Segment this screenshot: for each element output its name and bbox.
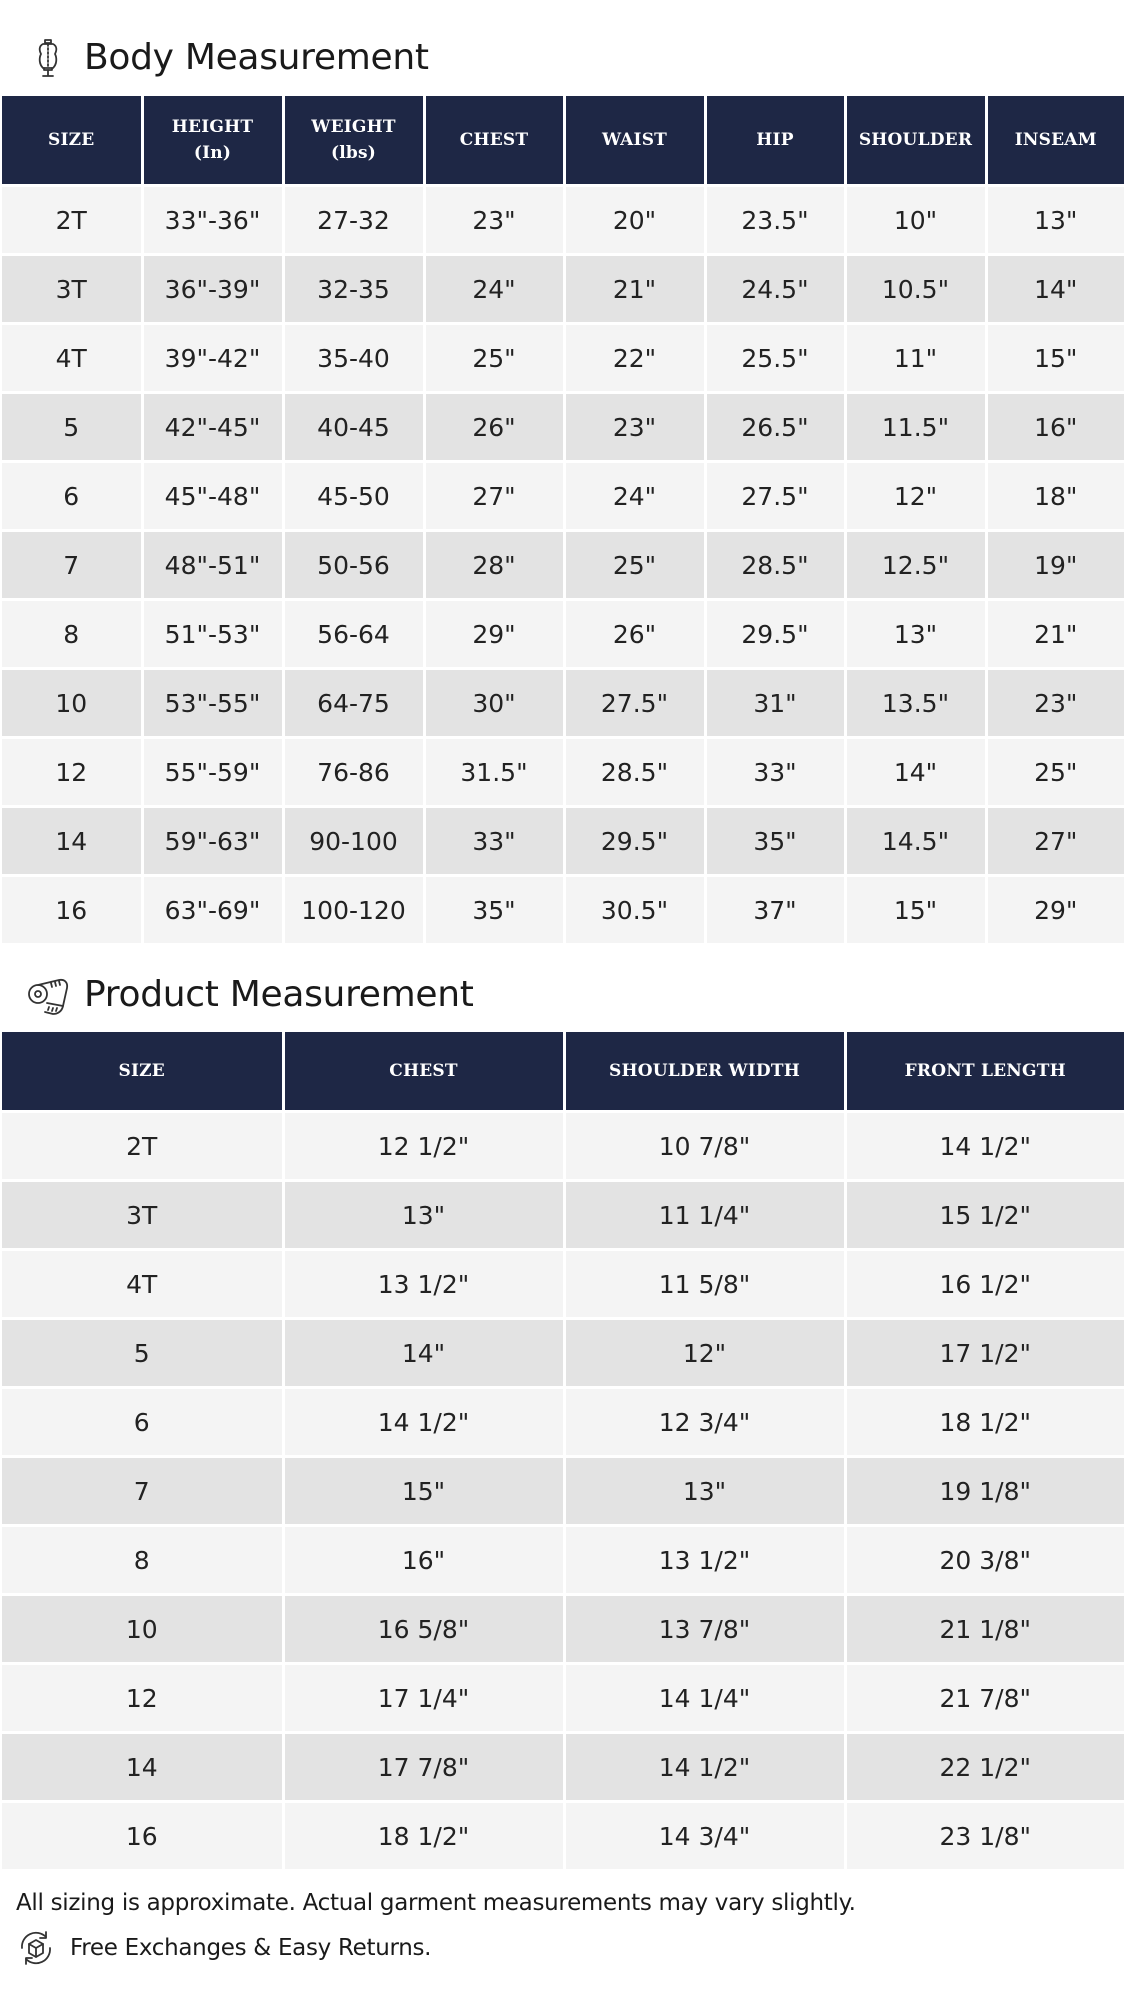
measurement-cell: 15"	[986, 324, 1124, 393]
measurement-cell: 17 7/8"	[283, 1733, 564, 1802]
column-header	[2, 1032, 283, 1112]
column-header-text: HEIGHT	[171, 117, 254, 137]
table-header-row	[2, 96, 1124, 186]
measurement-cell: 10"	[845, 186, 986, 255]
measurement-cell: 15"	[845, 876, 986, 944]
measurement-cell: 19"	[986, 531, 1124, 600]
table-row	[2, 1595, 1124, 1664]
measurement-cell: 28.5"	[705, 531, 845, 600]
measurement-cell: 26"	[424, 393, 564, 462]
measurement-cell: 13 1/2"	[283, 1250, 564, 1319]
column-header-text: (lbs)	[330, 143, 376, 163]
column-header-text: SIZE	[48, 130, 95, 150]
table-row	[2, 393, 1124, 462]
measurement-cell: 13"	[283, 1181, 564, 1250]
measurement-cell: 55"-59"	[142, 738, 283, 807]
measurement-cell: 15 1/2"	[845, 1181, 1124, 1250]
measurement-cell: 39"-42"	[142, 324, 283, 393]
measurement-cell: 51"-53"	[142, 600, 283, 669]
table-row	[2, 1319, 1124, 1388]
measurement-cell: 14 1/2"	[845, 1112, 1124, 1181]
column-header-text: SIZE	[118, 1061, 165, 1081]
size-cell: 14	[2, 807, 142, 876]
column-header-text: HIP	[756, 130, 794, 150]
measurement-cell: 12"	[564, 1319, 845, 1388]
table-row	[2, 186, 1124, 255]
measurement-cell: 25"	[564, 531, 705, 600]
size-cell: 12	[2, 738, 142, 807]
size-cell: 7	[2, 531, 142, 600]
column-header-text: WEIGHT	[311, 117, 396, 137]
measurement-cell: 14 1/2"	[564, 1733, 845, 1802]
measurement-cell: 18 1/2"	[845, 1388, 1124, 1457]
table-row	[2, 1181, 1124, 1250]
column-header-text: INSEAM	[1014, 130, 1097, 150]
column-header-text: CHEST	[459, 130, 529, 150]
measurement-cell: 21"	[564, 255, 705, 324]
measurement-cell: 50-56	[283, 531, 424, 600]
measurement-cell: 27-32	[283, 186, 424, 255]
measurement-cell: 100-120	[283, 876, 424, 944]
size-cell: 4T	[2, 324, 142, 393]
measurement-cell: 20 3/8"	[845, 1526, 1124, 1595]
column-header	[564, 96, 705, 186]
measurement-cell: 56-64	[283, 600, 424, 669]
dress-form-icon	[22, 30, 74, 86]
size-cell: 8	[2, 600, 142, 669]
table-row	[2, 876, 1124, 944]
measurement-cell: 30"	[424, 669, 564, 738]
size-cell: 5	[2, 1319, 283, 1388]
measurement-cell: 11 5/8"	[564, 1250, 845, 1319]
measurement-cell: 26"	[564, 600, 705, 669]
size-cell: 5	[2, 393, 142, 462]
measurement-cell: 45-50	[283, 462, 424, 531]
measurement-cell: 13 1/2"	[564, 1526, 845, 1595]
table-row	[2, 1388, 1124, 1457]
measurement-cell: 20"	[564, 186, 705, 255]
measurement-cell: 12"	[845, 462, 986, 531]
measurement-cell: 13 7/8"	[564, 1595, 845, 1664]
measurement-cell: 13"	[986, 186, 1124, 255]
measurement-cell: 24"	[564, 462, 705, 531]
measurement-cell: 23 1/8"	[845, 1802, 1124, 1870]
measurement-cell: 33"-36"	[142, 186, 283, 255]
measurement-cell: 14 1/4"	[564, 1664, 845, 1733]
size-cell: 2T	[2, 186, 142, 255]
column-header-text: CHEST	[389, 1061, 458, 1081]
table-row	[2, 1526, 1124, 1595]
section-title: Body Measurement	[84, 37, 429, 78]
measurement-cell: 32-35	[283, 255, 424, 324]
measurement-cell: 22"	[564, 324, 705, 393]
returns-info	[16, 1926, 431, 1970]
measurement-cell: 35-40	[283, 324, 424, 393]
measurement-cell: 31.5"	[424, 738, 564, 807]
measurement-cell: 25"	[986, 738, 1124, 807]
table-row	[2, 324, 1124, 393]
size-cell: 10	[2, 1595, 283, 1664]
column-header	[705, 96, 845, 186]
measurement-cell: 12 1/2"	[283, 1112, 564, 1181]
measurement-cell: 48"-51"	[142, 531, 283, 600]
measurement-cell: 14"	[283, 1319, 564, 1388]
measurement-cell: 28.5"	[564, 738, 705, 807]
size-cell: 8	[2, 1526, 283, 1595]
measurement-cell: 33"	[705, 738, 845, 807]
size-cell: 16	[2, 1802, 283, 1870]
table-row	[2, 738, 1124, 807]
measurement-cell: 35"	[705, 807, 845, 876]
size-cell: 2T	[2, 1112, 283, 1181]
table-row	[2, 255, 1124, 324]
measurement-cell: 18 1/2"	[283, 1802, 564, 1870]
body-measurement-header	[0, 30, 1125, 86]
measurement-cell: 21 1/8"	[845, 1595, 1124, 1664]
body-measurement-table	[2, 96, 1124, 943]
table-row	[2, 669, 1124, 738]
measurement-cell: 90-100	[283, 807, 424, 876]
column-header	[564, 1032, 845, 1112]
measurement-cell: 76-86	[283, 738, 424, 807]
measurement-cell: 16 1/2"	[845, 1250, 1124, 1319]
size-cell: 16	[2, 876, 142, 944]
measurement-cell: 29.5"	[564, 807, 705, 876]
measurement-cell: 26.5"	[705, 393, 845, 462]
measurement-cell: 11"	[845, 324, 986, 393]
measurement-cell: 23.5"	[705, 186, 845, 255]
measurement-cell: 17 1/2"	[845, 1319, 1124, 1388]
size-cell: 4T	[2, 1250, 283, 1319]
measurement-cell: 11.5"	[845, 393, 986, 462]
table-header-row	[2, 1032, 1124, 1112]
product-measurement-header	[0, 964, 1125, 1026]
measurement-cell: 18"	[986, 462, 1124, 531]
size-cell: 7	[2, 1457, 283, 1526]
table-row	[2, 531, 1124, 600]
measurement-cell: 59"-63"	[142, 807, 283, 876]
table-row	[2, 807, 1124, 876]
measurement-cell: 31"	[705, 669, 845, 738]
measurement-cell: 33"	[424, 807, 564, 876]
measurement-cell: 13"	[564, 1457, 845, 1526]
sizing-disclaimer: All sizing is approximate. Actual garment measurements may vary slightly.	[16, 1890, 856, 1916]
measurement-cell: 14 1/2"	[283, 1388, 564, 1457]
measurement-cell: 12.5"	[845, 531, 986, 600]
measuring-tape-icon	[22, 968, 74, 1024]
size-cell: 10	[2, 669, 142, 738]
measurement-cell: 29.5"	[705, 600, 845, 669]
measurement-cell: 21 7/8"	[845, 1664, 1124, 1733]
measurement-cell: 14"	[986, 255, 1124, 324]
measurement-cell: 13.5"	[845, 669, 986, 738]
column-header	[142, 96, 283, 186]
section-title: Product Measurement	[84, 974, 474, 1015]
size-cell: 6	[2, 462, 142, 531]
table-row	[2, 462, 1124, 531]
table-row	[2, 600, 1124, 669]
measurement-cell: 25"	[424, 324, 564, 393]
size-cell: 6	[2, 1388, 283, 1457]
column-header	[283, 1032, 564, 1112]
measurement-cell: 12 3/4"	[564, 1388, 845, 1457]
column-header	[845, 1032, 1124, 1112]
column-header-text: (In)	[193, 143, 232, 163]
measurement-cell: 42"-45"	[142, 393, 283, 462]
measurement-cell: 23"	[986, 669, 1124, 738]
measurement-cell: 27"	[424, 462, 564, 531]
measurement-cell: 24.5"	[705, 255, 845, 324]
measurement-cell: 17 1/4"	[283, 1664, 564, 1733]
measurement-cell: 37"	[705, 876, 845, 944]
size-cell: 3T	[2, 255, 142, 324]
measurement-cell: 27.5"	[705, 462, 845, 531]
measurement-cell: 23"	[424, 186, 564, 255]
size-cell: 3T	[2, 1181, 283, 1250]
measurement-cell: 14.5"	[845, 807, 986, 876]
table-row	[2, 1457, 1124, 1526]
column-header	[2, 96, 142, 186]
measurement-cell: 16"	[986, 393, 1124, 462]
measurement-cell: 29"	[986, 876, 1124, 944]
measurement-cell: 35"	[424, 876, 564, 944]
measurement-cell: 10 7/8"	[564, 1112, 845, 1181]
column-header	[986, 96, 1124, 186]
measurement-cell: 28"	[424, 531, 564, 600]
column-header	[424, 96, 564, 186]
measurement-cell: 14"	[845, 738, 986, 807]
size-cell: 12	[2, 1664, 283, 1733]
measurement-cell: 53"-55"	[142, 669, 283, 738]
returns-label: Free Exchanges & Easy Returns.	[70, 1935, 432, 1961]
measurement-cell: 11 1/4"	[564, 1181, 845, 1250]
column-header-text: FRONT LENGTH	[904, 1061, 1066, 1081]
measurement-cell: 13"	[845, 600, 986, 669]
measurement-cell: 16"	[283, 1526, 564, 1595]
measurement-cell: 23"	[564, 393, 705, 462]
measurement-cell: 14 3/4"	[564, 1802, 845, 1870]
measurement-cell: 27"	[986, 807, 1124, 876]
measurement-cell: 19 1/8"	[845, 1457, 1124, 1526]
column-header-text: WAIST	[601, 130, 668, 150]
measurement-cell: 29"	[424, 600, 564, 669]
measurement-cell: 40-45	[283, 393, 424, 462]
product-measurement-table	[2, 1032, 1124, 1869]
table-row	[2, 1250, 1124, 1319]
table-row	[2, 1802, 1124, 1870]
measurement-cell: 24"	[424, 255, 564, 324]
size-cell: 14	[2, 1733, 283, 1802]
measurement-cell: 25.5"	[705, 324, 845, 393]
table-row	[2, 1112, 1124, 1181]
column-header-text: SHOULDER WIDTH	[609, 1061, 800, 1081]
column-header	[845, 96, 986, 186]
measurement-cell: 27.5"	[564, 669, 705, 738]
measurement-cell: 63"-69"	[142, 876, 283, 944]
measurement-cell: 10.5"	[845, 255, 986, 324]
measurement-cell: 22 1/2"	[845, 1733, 1124, 1802]
measurement-cell: 36"-39"	[142, 255, 283, 324]
column-header	[283, 96, 424, 186]
box-return-icon	[16, 1928, 56, 1968]
measurement-cell: 21"	[986, 600, 1124, 669]
measurement-cell: 64-75	[283, 669, 424, 738]
measurement-cell: 30.5"	[564, 876, 705, 944]
column-header-text: SHOULDER	[858, 130, 973, 150]
measurement-cell: 16 5/8"	[283, 1595, 564, 1664]
table-row	[2, 1664, 1124, 1733]
table-row	[2, 1733, 1124, 1802]
measurement-cell: 15"	[283, 1457, 564, 1526]
measurement-cell: 45"-48"	[142, 462, 283, 531]
